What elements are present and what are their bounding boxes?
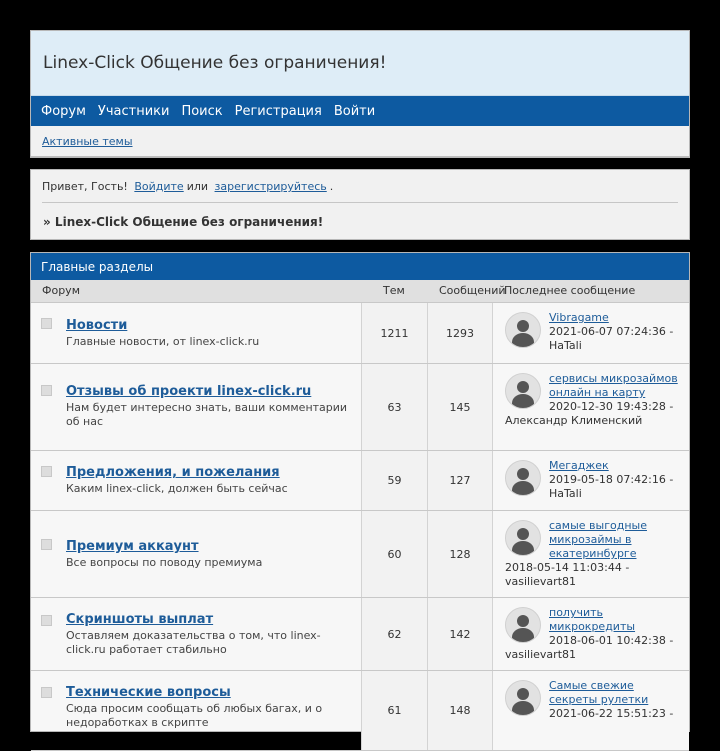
forum-row bbox=[31, 364, 689, 451]
last-post-meta: 2018-06-01 10:42:38 - vasilievart81 bbox=[505, 634, 674, 661]
topics-count: 60 bbox=[362, 511, 428, 597]
active-topics-link[interactable]: Активные темы bbox=[42, 134, 133, 148]
topics-count: 1211 bbox=[362, 303, 428, 363]
column-headers bbox=[31, 280, 689, 303]
forum-title[interactable]: Скриншоты выплат bbox=[66, 612, 214, 627]
forum-row bbox=[31, 598, 689, 671]
last-post bbox=[493, 511, 689, 597]
col-posts: Сообщений bbox=[439, 284, 506, 297]
posts-count: 145 bbox=[428, 364, 493, 450]
topics-count: 63 bbox=[362, 364, 428, 450]
forum-row bbox=[31, 303, 689, 364]
forum-status-icon bbox=[41, 539, 52, 550]
last-post-link[interactable]: Мегаджек bbox=[549, 459, 609, 472]
site-header bbox=[30, 30, 690, 158]
posts-count: 127 bbox=[428, 451, 493, 510]
posts-count: 1293 bbox=[428, 303, 493, 363]
forum-title[interactable]: Новости bbox=[66, 318, 128, 333]
welcome-line bbox=[42, 180, 333, 193]
posts-count: 148 bbox=[428, 671, 493, 750]
forum-status-icon bbox=[41, 318, 52, 329]
forum-description: Каким linex-click, должен быть сейчас bbox=[66, 482, 288, 495]
last-post-meta: 2021-06-07 07:24:36 - HaTali bbox=[549, 325, 674, 352]
forum-row bbox=[31, 671, 689, 751]
last-post-meta: 2019-05-18 07:42:16 - HaTali bbox=[549, 473, 674, 500]
welcome-panel bbox=[30, 169, 690, 240]
last-post-meta: 2020-12-30 19:43:28 - Александр Клименский bbox=[505, 400, 674, 427]
nav-search[interactable]: Поиск bbox=[181, 103, 223, 119]
greeting-text: Привет, Гость! bbox=[42, 180, 128, 193]
category-header[interactable]: Главные разделы bbox=[31, 253, 689, 280]
main-nav bbox=[31, 96, 689, 126]
last-post-link[interactable]: получить микрокредиты bbox=[549, 606, 636, 633]
posts-count: 128 bbox=[428, 511, 493, 597]
forum-title[interactable]: Премиум аккаунт bbox=[66, 539, 199, 554]
topics-count: 62 bbox=[362, 598, 428, 670]
forum-row bbox=[31, 511, 689, 598]
last-post-link[interactable]: сервисы микрозаймов онлайн на карту bbox=[549, 372, 678, 399]
forum-status-icon bbox=[41, 466, 52, 477]
last-post bbox=[493, 451, 689, 510]
nav-members[interactable]: Участники bbox=[97, 103, 170, 119]
divider bbox=[42, 202, 678, 203]
last-post bbox=[493, 364, 689, 450]
last-post bbox=[493, 598, 689, 670]
topics-count: 59 bbox=[362, 451, 428, 510]
forum-description: Все вопросы по поводу премиума bbox=[66, 556, 263, 569]
forum-status-icon bbox=[41, 385, 52, 396]
forum-table bbox=[30, 252, 690, 732]
login-link[interactable]: Войдите bbox=[134, 180, 184, 193]
forum-title[interactable]: Отзывы об проекти linex-click.ru bbox=[66, 384, 312, 399]
forum-title[interactable]: Предложения, и пожелания bbox=[66, 465, 280, 480]
last-post-meta: 2021-06-22 15:51:23 - bbox=[549, 707, 674, 720]
last-post-link[interactable]: Самые свежие секреты рулетки bbox=[549, 679, 649, 706]
last-post-link[interactable]: Vibragame bbox=[549, 311, 609, 324]
forum-description: Нам будет интересно знать, ваши комментарии об нас bbox=[66, 401, 348, 428]
forum-title[interactable]: Технические вопросы bbox=[66, 685, 231, 700]
posts-count: 142 bbox=[428, 598, 493, 670]
last-post-meta: 2018-05-14 11:03:44 - vasilievart81 bbox=[505, 561, 630, 588]
col-topics: Тем bbox=[383, 284, 405, 297]
nav-forum[interactable]: Форум bbox=[41, 103, 86, 119]
col-forum: Форум bbox=[42, 284, 80, 297]
nav-login[interactable]: Войти bbox=[333, 103, 376, 119]
forum-description: Сюда просим сообщать об любых багах, и о недоработках в скрипте bbox=[66, 702, 323, 729]
period-text: . bbox=[329, 180, 334, 193]
sub-nav bbox=[31, 126, 689, 157]
nav-register[interactable]: Регистрация bbox=[234, 103, 322, 119]
last-post bbox=[493, 671, 689, 750]
or-text: или bbox=[186, 180, 209, 193]
col-last-post: Последнее сообщение bbox=[504, 284, 636, 297]
forum-row bbox=[31, 451, 689, 511]
last-post bbox=[493, 303, 689, 363]
site-title[interactable]: Linex-Click Общение без ограничения! bbox=[31, 31, 689, 96]
last-post-link[interactable]: самые выгодные микрозаймы в екатеринбурге bbox=[549, 519, 647, 560]
breadcrumb: » Linex-Click Общение без ограничения! bbox=[43, 215, 324, 229]
forum-status-icon bbox=[41, 687, 52, 698]
forum-description: Оставляем доказательства о том, что linex-click.ru работает стабильно bbox=[66, 629, 321, 656]
forum-description: Главные новости, от linex-click.ru bbox=[66, 335, 260, 348]
topics-count: 61 bbox=[362, 671, 428, 750]
register-link[interactable]: зарегистрируйтесь bbox=[214, 180, 327, 193]
forum-status-icon bbox=[41, 615, 52, 626]
